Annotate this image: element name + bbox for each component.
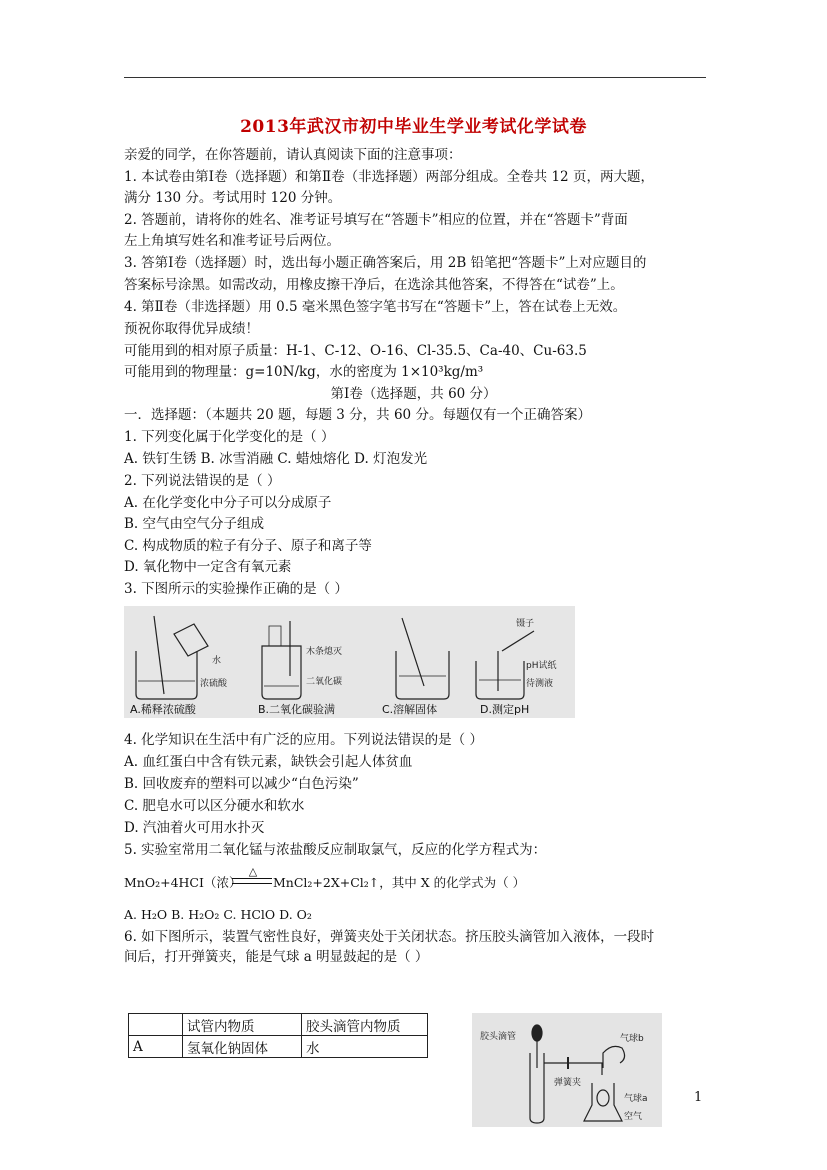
q2-option: C. 构成物质的粒子有分子、原子和离子等 — [124, 538, 372, 554]
intro-line: 答案标号涂黑。如需改动，用橡皮擦干净后，在选涂其他答案，不得答在“试卷”上。 — [124, 277, 624, 293]
label-water: 水 — [212, 656, 222, 666]
lab-apparatus-drawing — [124, 606, 575, 718]
page-number: 1 — [694, 1090, 703, 1105]
intro-line: 2. 答题前，请将你的姓名、准考证号填写在“答题卡”相应的位置，并在“答题卡”背面 — [124, 212, 628, 228]
q3-stem: 3. 下图所示的实验操作正确的是（ ） — [124, 581, 348, 597]
label-dropper: 胶头滴管 — [480, 1032, 517, 1042]
table-header-row — [129, 1014, 428, 1036]
table-header-cell — [129, 1014, 183, 1036]
caption-c: C.溶解固体 — [382, 703, 438, 716]
intro-line: 预祝你取得优异成绩！ — [124, 321, 259, 337]
q4-option: B. 回收废弃的塑料可以减少“白色污染” — [124, 776, 359, 792]
q2-option: D. 氧化物中一定含有氧元素 — [124, 559, 292, 575]
label-air: 空气 — [624, 1112, 643, 1122]
label-balloon-b: 气球b — [620, 1034, 644, 1044]
q5-equation-left: MnO₂+4HCI（浓） — [124, 875, 242, 890]
q1-options: A. 铁钉生锈 B. 冰雪消融 C. 蜡烛熔化 D. 灯泡发光 — [124, 451, 428, 467]
q4-option: A. 血红蛋白中含有铁元素，缺铁会引起人体贫血 — [124, 754, 413, 770]
label-co2: 二氧化碳 — [306, 677, 343, 687]
header-rule — [124, 77, 706, 78]
label-spring-clip: 弹簧夹 — [554, 1078, 582, 1088]
page-title: 2013年武汉市初中毕业生学业考试化学试卷 — [240, 117, 587, 137]
intro-line: 左上角填写姓名和准考证号后两位。 — [124, 233, 340, 249]
table-row — [129, 1036, 428, 1058]
caption-b: B.二氧化碳验满 — [258, 703, 336, 716]
intro-line: 1. 本试卷由第Ⅰ卷（选择题）和第Ⅱ卷（非选择题）两部分组成。全卷共 12 页，两大题， — [124, 169, 654, 185]
apparatus-drawing — [472, 1013, 662, 1127]
label-test-liquid: 待测液 — [526, 679, 554, 689]
table-cell: 氢氧化钠固体 — [183, 1036, 302, 1058]
q6-stem: 间后，打开弹簧夹，能是气球 a 明显鼓起的是（ ） — [124, 949, 429, 965]
q6-table — [128, 1013, 428, 1058]
label-balloon-a: 气球a — [624, 1094, 648, 1104]
q2-stem: 2. 下列说法错误的是（ ） — [124, 473, 281, 489]
intro-line: 4. 第Ⅱ卷（非选择题）用 0.5 毫米黑色签字笔书写在“答题卡”上，答在试卷上无效。 — [124, 299, 627, 315]
q6-apparatus-figure — [472, 1013, 662, 1127]
q3-lab-figure — [124, 606, 575, 718]
q4-option: C. 肥皂水可以区分硬水和软水 — [124, 798, 305, 814]
q4-stem: 4. 化学知识在生活中有广泛的应用。下列说法错误的是（ ） — [124, 732, 483, 748]
intro-line: 可能用到的物理量：g=10N/kg，水的密度为 1×10³kg/m³ — [124, 364, 484, 380]
intro-line: 满分 130 分。考试用时 120 分钟。 — [124, 190, 342, 206]
label-conc-acid: 浓硫酸 — [200, 679, 228, 689]
table-cell: A — [129, 1036, 183, 1058]
q5-heat-condition: △ — [248, 865, 258, 878]
intro-line: 3. 答第Ⅰ卷（选择题）时，选出每小题正确答案后，用 2B 铅笔把“答题卡”上对应题目的 — [124, 255, 647, 271]
q1-stem: 1. 下列变化属于化学变化的是（ ） — [124, 429, 335, 445]
intro-line: 可能用到的相对原子质量：H-1、C-12、O-16、Cl-35.5、Ca-40、Cu-63.5 — [124, 343, 587, 359]
section-title: 第Ⅰ卷（选择题，共 60 分） — [330, 386, 497, 402]
q4-option: D. 汽油着火可用水扑灭 — [124, 820, 265, 836]
q2-option: A. 在化学变化中分子可以分成原子 — [124, 495, 332, 511]
q6-stem: 6. 如下图所示，装置气密性良好，弹簧夹处于关闭状态。挤压胶头滴管加入液体，一段时 — [124, 929, 655, 945]
q5-options: A. H₂O B. H₂O₂ C. HClO D. O₂ — [124, 907, 312, 922]
table-header-cell: 胶头滴管内物质 — [302, 1014, 428, 1036]
part-heading: 一．选择题：（本题共 20 题，每题 3 分，共 60 分。每题仅有一个正确答案） — [124, 407, 591, 423]
q2-option: B. 空气由空气分子组成 — [124, 516, 265, 532]
caption-a: A.稀释浓硫酸 — [130, 703, 196, 716]
table-header-cell: 试管内物质 — [183, 1014, 302, 1036]
intro-line: 亲爱的同学，在你答题前，请认真阅读下面的注意事项： — [124, 147, 462, 163]
caption-d: D.测定pH — [480, 703, 530, 716]
q5-stem: 5. 实验室常用二氧化锰与浓盐酸反应制取氯气，反应的化学方程式为： — [124, 842, 547, 858]
label-tweezers: 镊子 — [516, 619, 535, 629]
q5-equals-sign — [232, 878, 272, 884]
label-ph-paper: pH试纸 — [526, 661, 557, 671]
table-cell: 水 — [302, 1036, 428, 1058]
q5-equation-right: MnCl₂+2X+Cl₂↑，其中 X 的化学式为（ ） — [273, 875, 526, 890]
label-stick-out: 木条熄灭 — [306, 647, 343, 657]
